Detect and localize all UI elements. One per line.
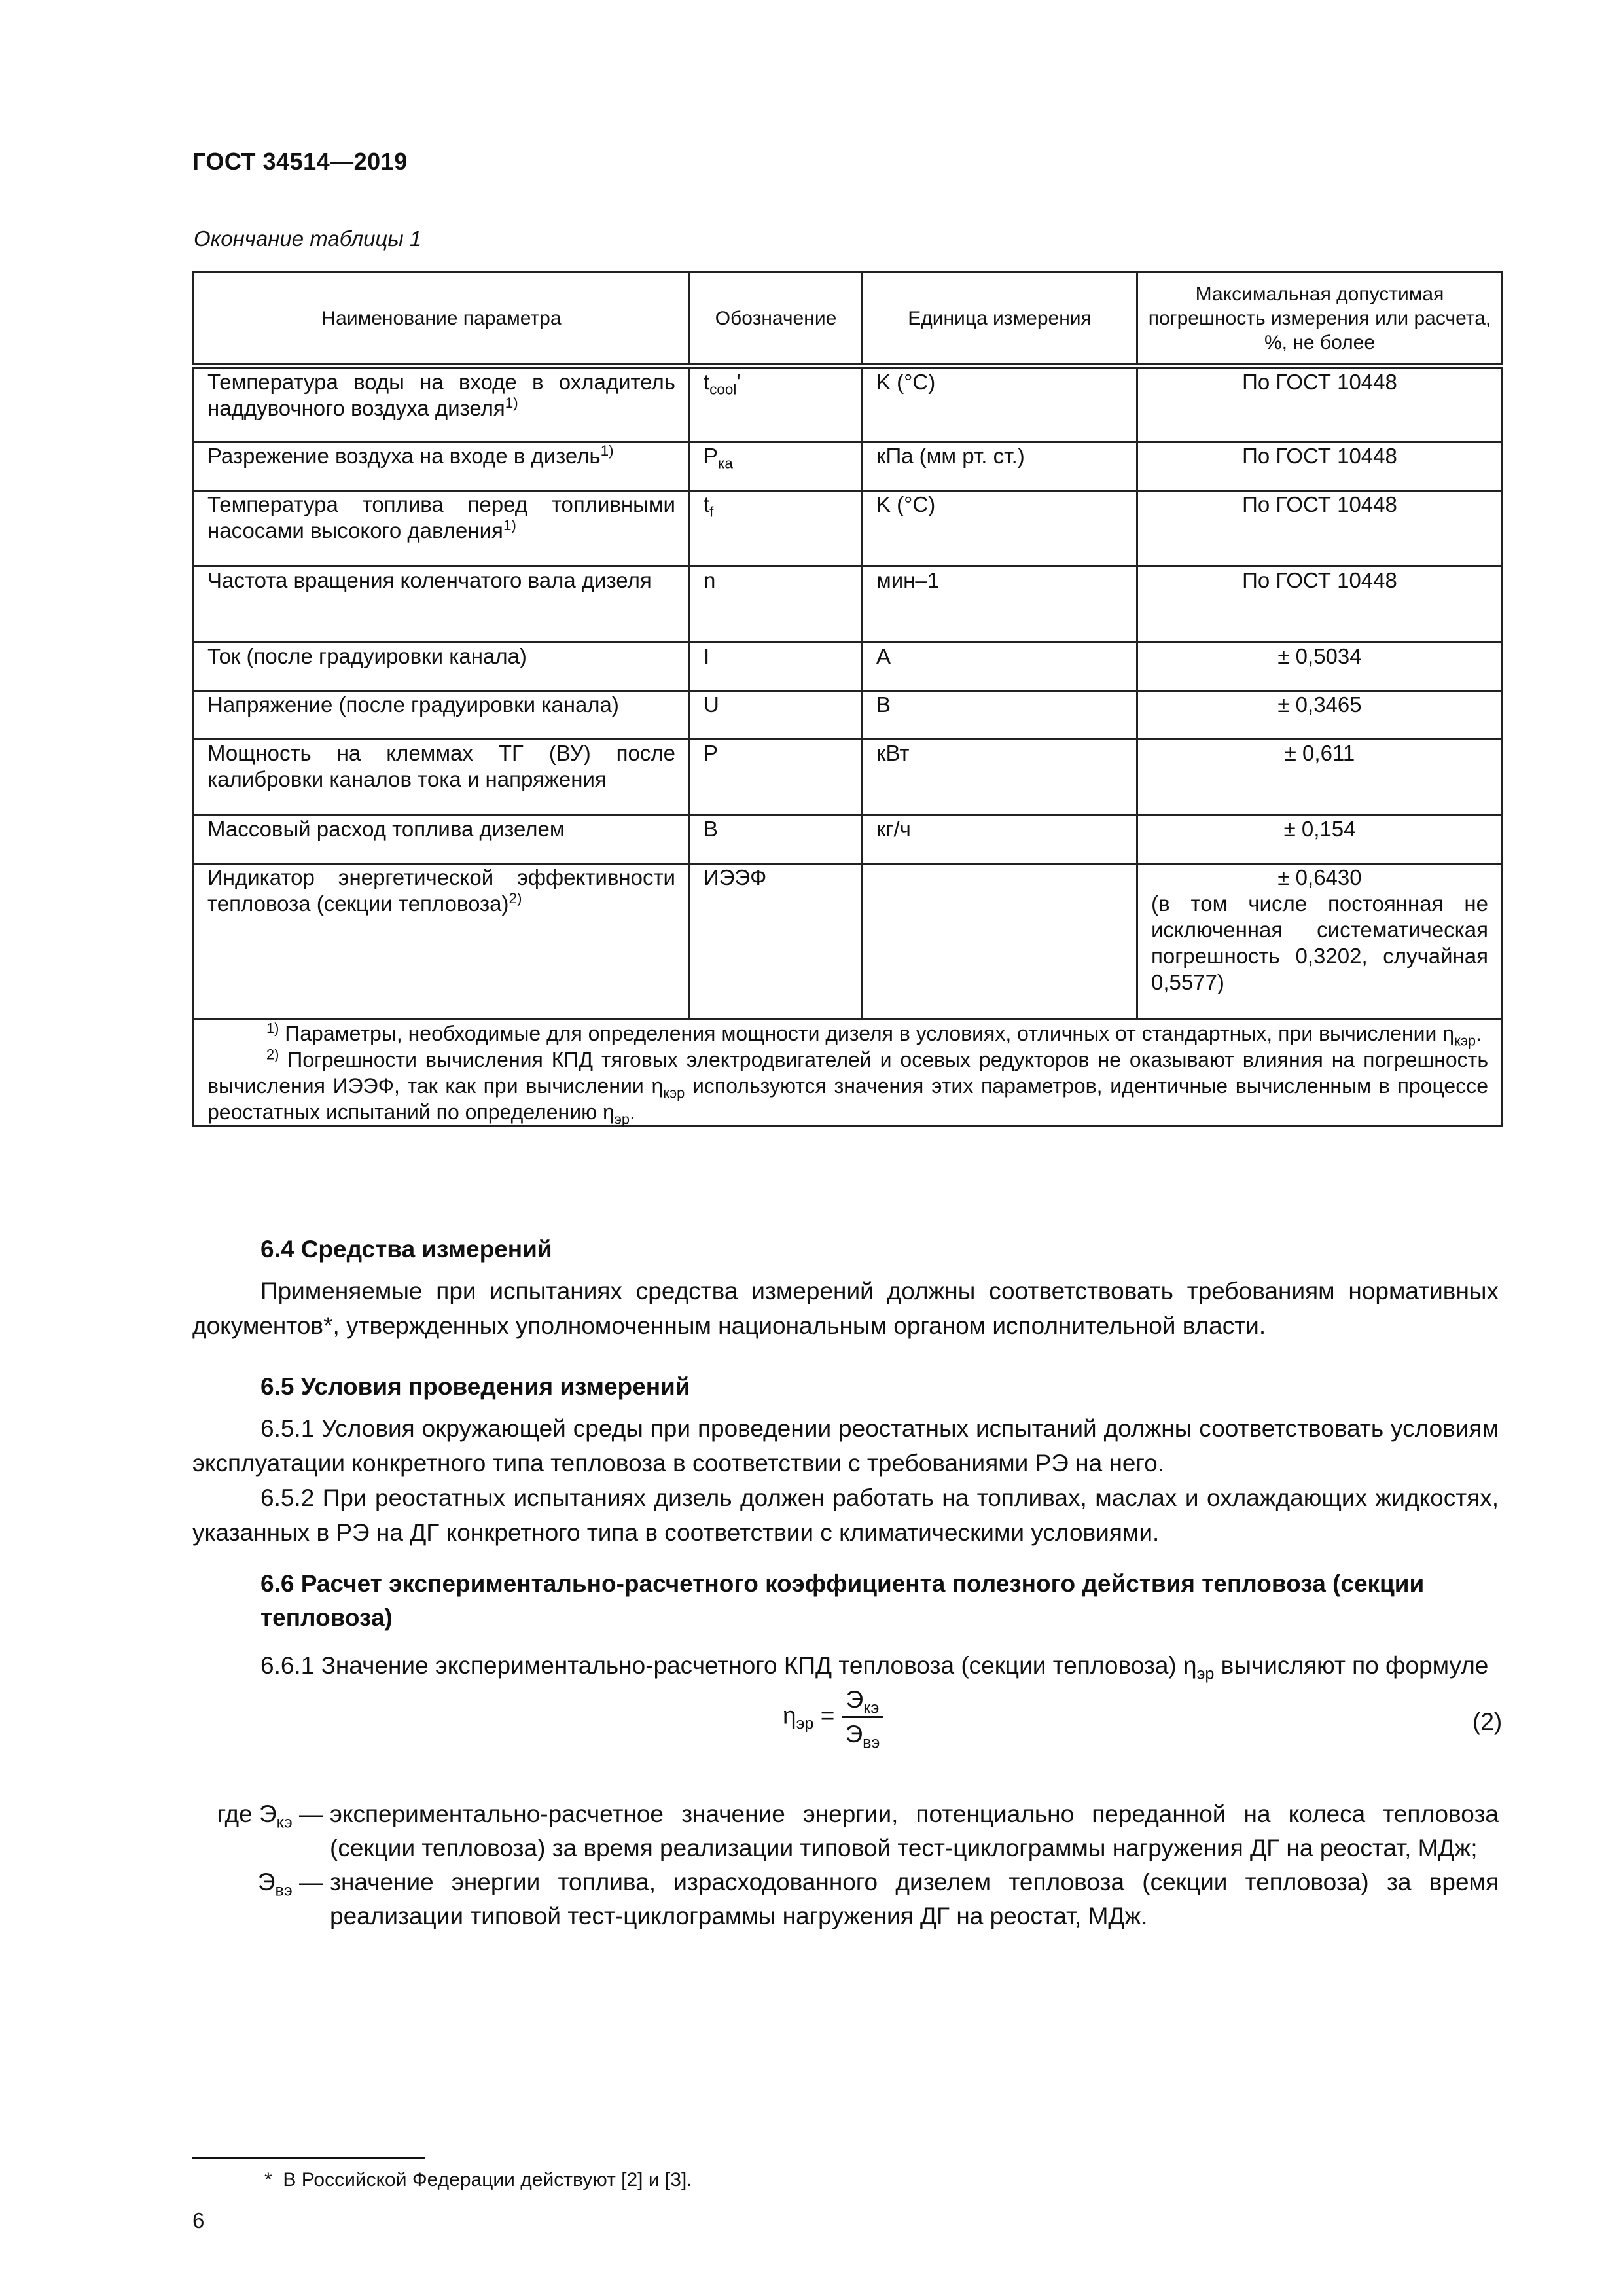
paragraph-text: 6.6.1 Значение экспериментально-расчетного КПД тепловоза (секции тепловоза) η xyxy=(260,1652,1197,1679)
unit-cell: K (°C) xyxy=(863,367,1137,442)
error-cell: По ГОСТ 10448 xyxy=(1137,491,1503,567)
table-note-1 xyxy=(207,1020,1488,1047)
table-row xyxy=(194,367,1503,442)
symbol-subscript: cool xyxy=(709,381,737,398)
error-cell xyxy=(1137,864,1503,1020)
footnote-ref: 2) xyxy=(508,890,522,906)
param-name: Мощность на клеммах ТГ (ВУ) после калибровки каналов тока и напряжения xyxy=(207,741,675,791)
formula-2 xyxy=(783,1686,883,1752)
column-header: Обозначение xyxy=(690,272,863,367)
symbol-subscript: ка xyxy=(718,455,733,472)
table-row xyxy=(194,816,1503,864)
unit-cell: K (°C) xyxy=(863,491,1137,567)
definition-text: экспериментально-расчетное значение энергии, потенциально переданной на колеса тепловоза (секции тепловоза) за время реализации типовой тест-циклограммы нагружения ДГ на реостат, МДж; xyxy=(330,1801,1499,1861)
footnote-text: В Российской Федерации действуют [2] и [3]. xyxy=(283,2169,692,2191)
error-cell: По ГОСТ 10448 xyxy=(1137,367,1503,442)
formula-equals: = xyxy=(820,1702,835,1729)
formula-lhs: η xyxy=(783,1702,796,1729)
symbol-cell xyxy=(690,691,863,740)
symbol-cell xyxy=(690,442,863,491)
symbol-subscript: f xyxy=(709,503,714,520)
footnote-ref: 1) xyxy=(503,517,516,533)
param-name-cell xyxy=(194,643,690,691)
symbol-cell xyxy=(690,740,863,816)
definition-item xyxy=(192,1797,1499,1865)
note-tail: . xyxy=(629,1100,635,1124)
error-cell: ± 0,5034 xyxy=(1137,643,1503,691)
symbol-cell xyxy=(690,567,863,643)
param-name: Массовый расход топлива дизелем xyxy=(207,817,565,841)
error-cell: По ГОСТ 10448 xyxy=(1137,442,1503,491)
equation-number: (2) xyxy=(1472,1708,1503,1735)
unit-cell: кПа (мм рт. ст.) xyxy=(863,442,1137,491)
symbol-cell xyxy=(690,864,863,1020)
note-text: Погрешности вычисления КПД тяговых электродвигателей и осевых редукторов не оказывают влияния на погрешность вычисления ИЭЭФ, так как при вычислении η xyxy=(207,1048,1489,1098)
note-tail: используются значения этих параметров, идентичные вычисленным в процессе реостатных испытаний по определению η xyxy=(207,1074,1489,1124)
table-row xyxy=(194,691,1503,740)
symbol: Э xyxy=(257,1869,276,1895)
error-cell: ± 0,611 xyxy=(1137,740,1503,816)
standard-code: ГОСТ 34514—2019 xyxy=(192,148,408,175)
where-word: где xyxy=(217,1801,253,1827)
symbol-cell xyxy=(690,367,863,442)
symbol-cell xyxy=(690,643,863,691)
symbol: P xyxy=(704,741,719,765)
error-value: ± 0,6430 xyxy=(1277,865,1362,889)
error-cell: ± 0,154 xyxy=(1137,816,1503,864)
footnote-ref: 1) xyxy=(600,442,614,459)
definition-item xyxy=(192,1865,1499,1933)
symbol-subscript: кэ xyxy=(276,1813,293,1832)
param-name: Напряжение (после градуировки канала) xyxy=(207,692,619,717)
definitions-list xyxy=(192,1797,1499,1933)
column-header: Единица измерения xyxy=(863,272,1137,367)
param-name-cell xyxy=(194,740,690,816)
param-name: Температура топлива перед топливными насосами высокого давления xyxy=(207,492,675,543)
footnote-mark: * xyxy=(264,2169,272,2191)
note-subscript: эр xyxy=(614,1111,630,1128)
symbol-suffix: ' xyxy=(736,370,741,394)
table-row xyxy=(194,567,1503,643)
table-notes xyxy=(194,1020,1503,1126)
symbol: Э xyxy=(259,1801,277,1827)
symbol-cell xyxy=(690,491,863,567)
paragraph-subscript: эр xyxy=(1196,1664,1215,1683)
param-name-cell xyxy=(194,491,690,567)
table-row xyxy=(194,491,1503,567)
denominator-symbol: Э xyxy=(845,1721,863,1748)
definition-text: значение энергии топлива, израсходованного дизелем тепловоза (секции тепловоза) за время реализации типовой тест-циклограммы нагружения ДГ на реостат, МДж. xyxy=(330,1869,1499,1929)
symbol: t xyxy=(704,492,710,516)
column-header: Максимальная допустимая погрешность измерения или расчета, %, не более xyxy=(1137,272,1503,367)
numerator-subscript: кэ xyxy=(863,1698,880,1717)
formula-denominator xyxy=(842,1718,884,1752)
param-name-cell xyxy=(194,367,690,442)
note-text: Параметры, необходимые для определения мощности дизеля в условиях, отличных от стандартных, при вычислении η xyxy=(285,1022,1455,1045)
symbol-subscript: вэ xyxy=(275,1881,293,1900)
table-row xyxy=(194,740,1503,816)
unit-cell: мин–1 xyxy=(863,567,1137,643)
param-name: Частота вращения коленчатого вала дизеля xyxy=(207,568,652,592)
symbol: P xyxy=(704,444,719,468)
note-subscript: кэр xyxy=(1454,1032,1476,1049)
page-number: 6 xyxy=(192,2208,205,2233)
unit-cell: кВт xyxy=(863,740,1137,816)
dash: — xyxy=(299,1801,323,1827)
symbol: I xyxy=(704,644,710,668)
table-note-2 xyxy=(207,1046,1489,1128)
error-cell: ± 0,3465 xyxy=(1137,691,1503,740)
definition-symbol xyxy=(192,1797,323,1865)
denominator-subscript: вэ xyxy=(863,1733,880,1752)
table-row xyxy=(194,864,1503,1020)
unit-cell xyxy=(863,864,1137,1020)
definition-symbol xyxy=(192,1865,323,1933)
page-footnote xyxy=(264,2169,692,2191)
param-name: Ток (после градуировки канала) xyxy=(207,644,527,668)
error-cell: По ГОСТ 10448 xyxy=(1137,567,1503,643)
table-caption: Окончание таблицы 1 xyxy=(194,226,422,251)
parameters-table xyxy=(192,271,1503,1127)
note-mark: 2) xyxy=(266,1046,279,1063)
symbol: n xyxy=(704,568,716,592)
footnote-separator xyxy=(192,2157,425,2159)
numerator-symbol: Э xyxy=(846,1686,864,1713)
note-subscript: кэр xyxy=(663,1085,685,1102)
param-name-cell xyxy=(194,442,690,491)
symbol-cell xyxy=(690,816,863,864)
section-6-4-text: Применяемые при испытаниях средства измерений должны соответствовать требованиям нормативных документов*, утвержденных уполномоченным национальным органом исполнительной власти. xyxy=(192,1278,1499,1339)
symbol: B xyxy=(704,817,719,841)
section-6-6-1-text xyxy=(192,1648,1499,1683)
note-tail: . xyxy=(1476,1022,1482,1045)
paragraph-tail: вычисляют по формуле xyxy=(1214,1652,1489,1679)
formula-fraction xyxy=(842,1686,884,1752)
column-header: Наименование параметра xyxy=(194,272,690,367)
section-6-5-2-text: 6.5.2 При реостатных испытаниях дизель должен работать на топливах, маслах и охлаждающих жидкостях, указанных в РЭ на ДГ конкретного типа в соответствии с климатическими условиями. xyxy=(192,1484,1499,1546)
table-row xyxy=(194,643,1503,691)
table-header-row xyxy=(194,272,1503,367)
formula-numerator xyxy=(842,1686,884,1718)
section-6-5-1-text: 6.5.1 Условия окружающей среды при проведении реостатных испытаний должны соответствовать условиям эксплуатации конкретного типа тепловоза в соответствии с требованиями РЭ на него. xyxy=(192,1415,1499,1477)
unit-cell: А xyxy=(863,643,1137,691)
section-6-4-title: 6.4 Средства измерений xyxy=(260,1236,552,1263)
param-name-cell xyxy=(194,864,690,1020)
param-name-cell xyxy=(194,691,690,740)
footnote-ref: 1) xyxy=(505,395,518,411)
symbol: ИЭЭФ xyxy=(704,865,767,889)
symbol: U xyxy=(704,692,719,717)
table-row xyxy=(194,442,1503,491)
unit-cell: кг/ч xyxy=(863,816,1137,864)
param-name-cell xyxy=(194,567,690,643)
table-notes-row xyxy=(194,1020,1503,1126)
formula-lhs-subscript: эр xyxy=(796,1714,814,1733)
dash: — xyxy=(299,1869,323,1895)
param-name: Разрежение воздуха на входе в дизель xyxy=(207,444,601,468)
param-name: Индикатор энергетической эффективности тепловоза (секции тепловоза) xyxy=(207,865,675,916)
unit-cell: В xyxy=(863,691,1137,740)
param-name-cell xyxy=(194,816,690,864)
section-6-6-title: 6.6 Расчет экспериментально-расчетного коэффициента полезного действия тепловоза (секции тепловоза) xyxy=(260,1570,1425,1631)
note-mark: 1) xyxy=(266,1020,279,1037)
symbol: t xyxy=(704,370,710,394)
error-note: (в том числе постоянная не исключенная систематическая погрешность 0,3202, случайная 0,5577) xyxy=(1151,891,1488,994)
param-name: Температура воды на входе в охладитель наддувочного воздуха дизеля xyxy=(207,370,675,420)
section-6-5-title: 6.5 Условия проведения измерений xyxy=(260,1373,690,1400)
